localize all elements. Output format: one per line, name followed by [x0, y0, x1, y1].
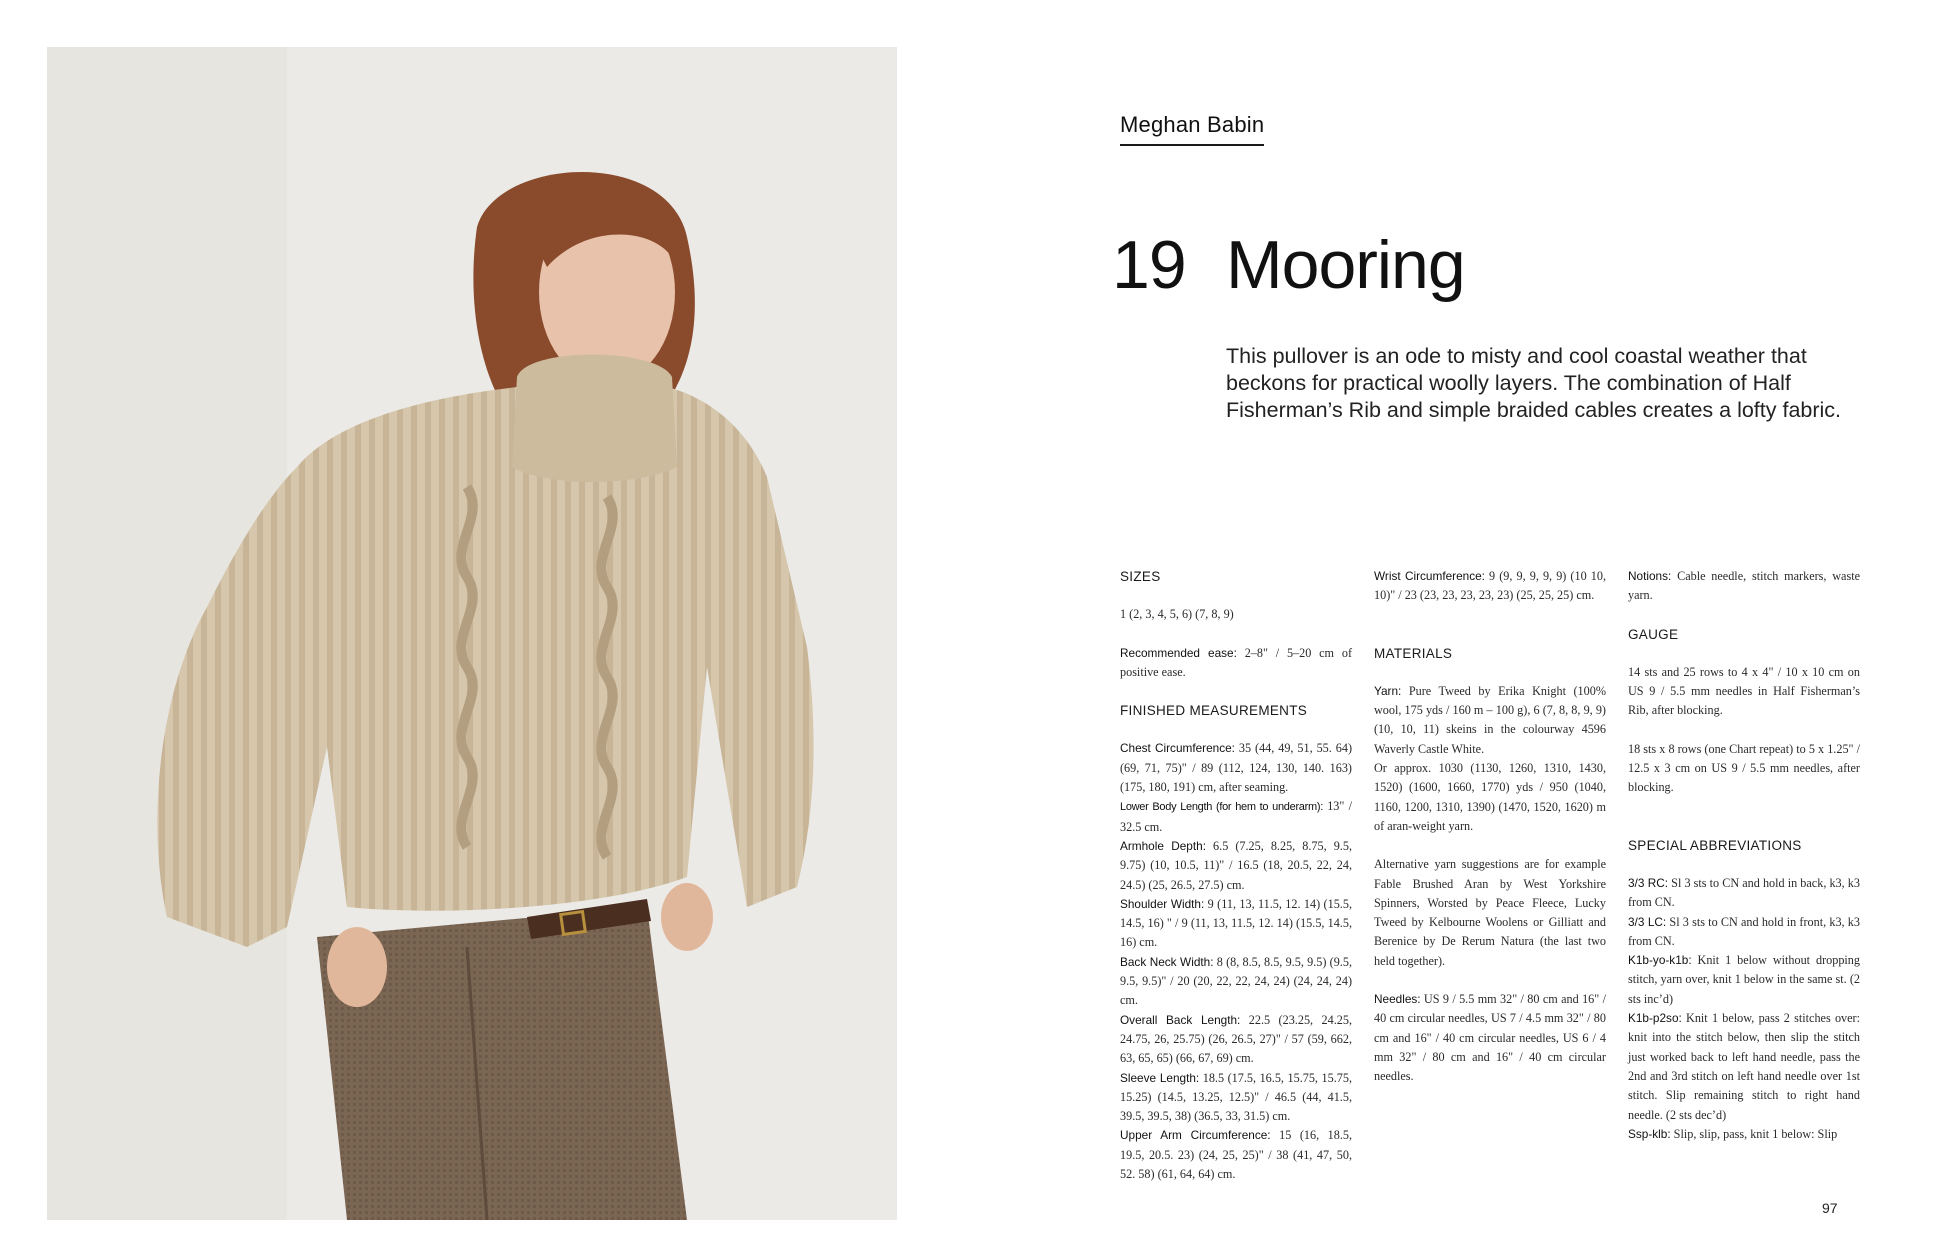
model-photo [47, 47, 897, 1220]
sleeve-length: Sleeve Length: 18.5 (17.5, 16.5, 15.75, 15.75, 15.25) (14.5, 13.25, 12.5)" / 46.5 (44, 41.5, 39.5, 39.5, 38) (36.5, 33, 31.5) cm. [1120, 1070, 1352, 1124]
yarn-approx: Or approx. 1030 (1130, 1260, 1310, 1430, 1520) (1600, 1660, 1770) yds / 950 (1040, 1160, 1200, 1310, 1390) (1470, 1520, 1620) m of aran-weight yarn. [1374, 761, 1606, 833]
sizes-list: 1 (2, 3, 4, 5, 6) (7, 8, 9) [1120, 607, 1234, 622]
finished-measurements-heading: FINISHED MEASUREMENTS [1120, 703, 1308, 719]
special-abbreviations-heading: SPECIAL ABBREVIATIONS [1628, 837, 1802, 853]
armhole-depth: Armhole Depth: 6.5 (7.25, 8.25, 8.75, 9.5, 9.75) (10, 10.5, 11)" / 16.5 (18, 20.5, 22, 24, 24.5) (25, 26.5, 27.5) cm. [1120, 838, 1352, 892]
pattern-title: Mooring [1226, 227, 1465, 303]
recommended-ease: Recommended ease: 2–8" / 5–20 cm of positive ease. [1120, 645, 1353, 679]
gauge-line-1: 14 sts and 25 rows to 4 x 4" / 10 x 10 cm on US 9 / 5.5 mm needles in Half Fisherman’s Rib, after blocking. [1628, 664, 1860, 718]
pattern-number: 19 [1112, 227, 1186, 303]
abbr-ssp-klb: Ssp-klb: Slip, slip, pass, knit 1 below: Slip [1628, 1126, 1838, 1141]
author-name: Meghan Babin [1120, 112, 1264, 146]
needles: Needles: US 9 / 5.5 mm 32" / 80 cm and 16" / 40 cm circular needles, US 7 / 4.5 mm 32" / 80 cm and 16" / 40 cm circular needles, US 6 / 4 mm 32" / 80 cm and 16" / 40 cm circular needles. [1374, 992, 1606, 1084]
abbr-k1b-p2so: K1b-p2so: Knit 1 below, pass 2 stitches over: knit into the stitch below, then slip the stitch just worked back to left hand needle, pass the 2nd and 3rd stitch on left hand needle over 1st stitch. Slip remaining stitch to right hand needle. (2 sts dec’d) [1628, 1011, 1860, 1122]
gauge-line-2: 18 sts x 8 rows (one Chart repeat) to 5 x 1.25" / 12.5 x 3 cm on US 9 / 5.5 mm needles, after blocking. [1628, 741, 1860, 795]
photo-illustration [47, 47, 897, 1220]
column-2 [1374, 567, 1606, 1087]
abbr-3-3-lc: 3/3 LC: Sl 3 sts to CN and hold in front, k3, k3 from CN. [1628, 914, 1860, 948]
notions: Notions: Cable needle, stitch markers, waste yarn. [1628, 569, 1860, 603]
chest-circumference: Chest Circumference: 35 (44, 49, 51, 55. 64) (69, 71, 75)" / 89 (112, 124, 130, 140. 163) (175, 180, 191) cm, after seaming. [1120, 741, 1352, 795]
upper-arm-circumference: Upper Arm Circumference: 15 (16, 18.5, 19.5, 20.5. 23) (24, 25, 25)" / 38 (41, 47, 50, 52. 58) (61, 64, 64) cm. [1120, 1128, 1353, 1182]
lower-body-length: Lower Body Length (for hem to underarm): 13" / 32.5 cm. [1120, 799, 1352, 834]
alternative-yarns: Alternative yarn suggestions are for example Fable Brushed Aran by West Yorkshire Spinners, Worsted by Peace Fleece, Lucky Tweed by Kelbourne Woolens or Gilliatt and Berenice by De Rerum Natura (the last two held together). [1374, 857, 1606, 968]
wrist-circumference: Wrist Circumference: 9 (9, 9, 9, 9, 9) (10 10, 10)" / 23 (23, 23, 23, 23, 23) (25, 25, 25) cm. [1374, 569, 1606, 603]
materials-heading: MATERIALS [1374, 645, 1453, 661]
gauge-heading: GAUGE [1628, 626, 1679, 642]
yarn: Yarn: Pure Tweed by Erika Knight (100% wool, 175 yds / 160 m – 100 g), 6 (7, 8, 8, 9, 9) (10, 10, 11) skeins in the colourway 4596 Waverly Castle White. [1374, 683, 1606, 756]
column-3 [1628, 567, 1860, 1144]
abbr-3-3-rc: 3/3 RC: Sl 3 sts to CN and hold in back, k3, k3 from CN. [1628, 875, 1860, 910]
pattern-intro: This pullover is an ode to misty and cool coastal weather that beckons for practical woolly layers. The combination of Half Fisherman’s Rib and simple braided cables creates a lofty fabric. [1226, 344, 1842, 422]
overall-back-length: Overall Back Length: 22.5 (23.25, 24.25, 24.75, 26, 25.75) (26, 26.5, 27)" / 57 (59, 662, 63, 65, 65) (66, 67, 69) cm. [1120, 1012, 1353, 1066]
shoulder-width: Shoulder Width: 9 (11, 13, 11.5, 12. 14) (15.5, 14.5, 16) " / 9 (11, 13, 11.5, 12. 14) (15.5, 14.5, 16) cm. [1120, 896, 1352, 950]
abbr-k1b-yo-k1b: K1b-yo-k1b: Knit 1 below without dropping stitch, yarn over, knit 1 below in the same st. (2 sts inc’d) [1628, 953, 1860, 1006]
column-1 [1120, 567, 1352, 1184]
sizes-heading: SIZES [1120, 569, 1161, 584]
back-neck-width: Back Neck Width: 8 (8, 8.5, 8.5, 9.5, 9.5) (9.5, 9.5, 9.5)" / 20 (20, 22, 22, 24, 24) (24, 24, 24) cm. [1120, 954, 1352, 1008]
page-number: 97 [1822, 1200, 1838, 1216]
